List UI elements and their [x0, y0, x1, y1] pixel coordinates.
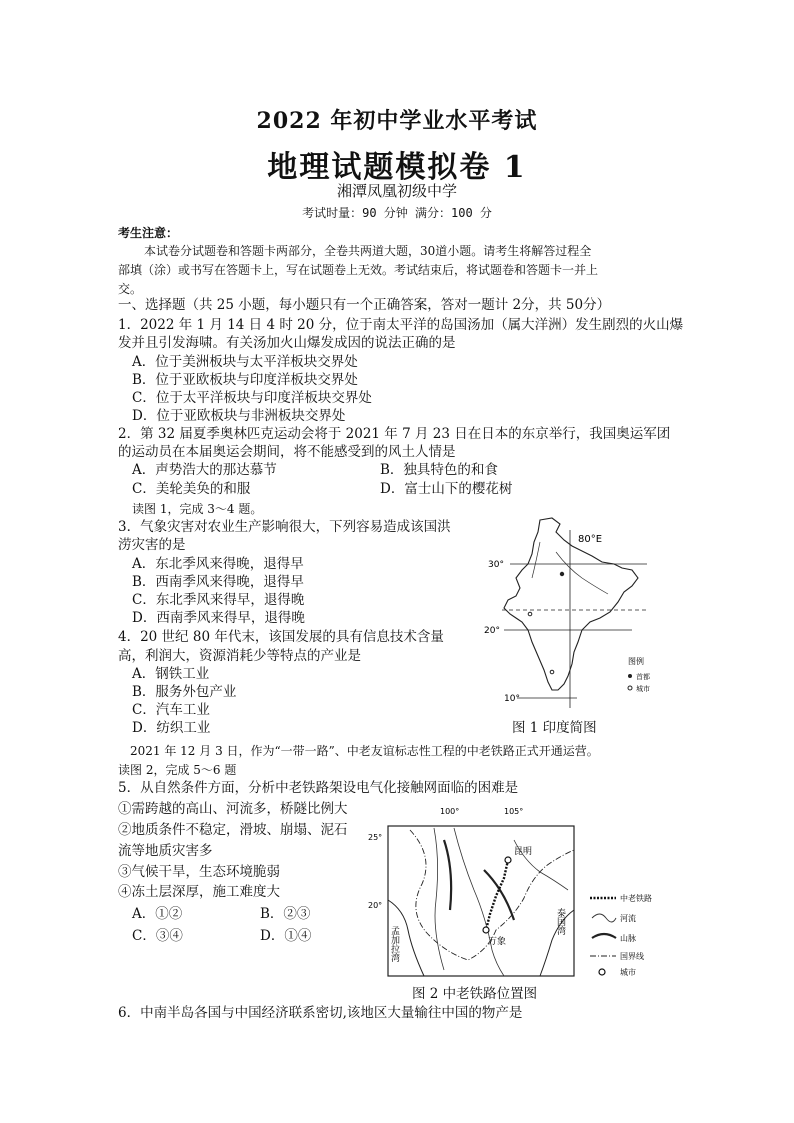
option-b: B．独具特色的和食 — [380, 462, 498, 478]
map-frame — [388, 826, 574, 976]
legend-title: 图例 — [628, 657, 644, 666]
latitude-label: 20° — [484, 626, 500, 636]
section-heading: 一、选择题（共 25 小题，每小题只有一个正确答案，答对一题计 2分，共 50分） — [118, 297, 611, 313]
city-label: 昆明 — [514, 847, 533, 857]
option-a: A．位于美洲板块与太平洋板块交界处 — [132, 354, 358, 370]
latitude-label: 10° — [504, 694, 520, 704]
figure-caption: 图 2 中老铁路位置图 — [412, 986, 538, 1002]
statement-2: ②地质条件不稳定，滑坡、崩塌、泥石 — [118, 822, 348, 838]
india-outline — [504, 518, 638, 690]
latitude-label: 25° — [368, 833, 383, 842]
option-a: A．钢铁工业 — [132, 666, 210, 682]
statement-3: ③气候干旱，生态环境脆弱 — [118, 864, 280, 880]
legend-mountain-icon — [592, 934, 616, 938]
reading-instruction: 读图 1，完成 3～4 题。 — [132, 502, 263, 516]
vientiane-marker — [483, 927, 489, 933]
question-stem: 发并且引发海啸。有关汤加火山爆发成因的说法正确的是 — [118, 335, 456, 351]
exam-info: 考试时量：90 分钟 满分：100 分 — [302, 206, 492, 220]
legend-label: 首都 — [636, 673, 650, 681]
statement-2-cont: 流等地质灾害多 — [118, 843, 213, 859]
option-d: D．西南季风来得早，退得晚 — [132, 610, 305, 626]
passage-line: 2021 年 12 月 3 日，作为“一带一路”、中老友谊标志性工程的中老铁路正式开通运营。 — [130, 744, 599, 758]
option-d: D．位于亚欧板块与非洲板块交界处 — [132, 408, 346, 424]
question-stem: 5．从自然条件方面，分析中老铁路架设电气化接触网面临的困难是 — [118, 780, 519, 796]
city-marker — [528, 612, 532, 616]
railway-map — [364, 800, 674, 982]
school-name: 湘潭凤凰初级中学 — [336, 182, 457, 200]
question-stem: 高，利润大，资源消耗少等特点的产业是 — [118, 648, 361, 664]
statement-1: ①需跨越的高山、河流多，桥隧比例大 — [118, 801, 348, 817]
city-label: 万象 — [488, 937, 507, 947]
bay-label: 孟加拉湾 — [389, 926, 399, 962]
capital-marker — [560, 572, 564, 576]
option-b: B．西南季风来得晚，退得早 — [132, 574, 304, 590]
paper-title: 地理试题模拟卷 1 — [267, 150, 527, 185]
option-a: A．声势浩大的那达慕节 — [132, 462, 277, 478]
city-marker — [550, 670, 554, 674]
option-c: C．③④ — [132, 928, 183, 944]
salween-river — [434, 828, 444, 970]
option-c: C．位于太平洋板块与印度洋板块交界处 — [132, 390, 372, 406]
question-stem: 的运动员在本届奥运会期间，将不能感受到的风土人情是 — [118, 444, 456, 460]
latitude-label: 30° — [488, 560, 504, 570]
latitude-label: 20° — [368, 901, 383, 910]
figure-caption: 图 1 印度简图 — [512, 720, 597, 736]
option-d: D．①④ — [260, 928, 312, 944]
mountain-range — [444, 840, 451, 910]
question-stem: 2．第 32 届夏季奥林匹克运动会将于 2021 年 7 月 23 日在日本的东京举行，我国奥运军团 — [118, 426, 671, 442]
legend-capital-icon — [628, 674, 632, 678]
legend-city-icon — [599, 969, 605, 975]
mountain-range — [484, 870, 514, 920]
india-map — [482, 512, 652, 714]
question-stem: 4．20 世纪 80 年代末，该国发展的具有信息技术含量 — [118, 629, 444, 645]
option-a: A．东北季风来得晚，退得早 — [132, 556, 304, 572]
legend-label: 中老铁路 — [620, 894, 652, 903]
statement-4: ④冻土层深厚，施工难度大 — [118, 884, 280, 900]
legend-label: 河流 — [620, 914, 636, 923]
question-stem: 3．气象灾害对农业生产影响很大，下列容易造成该国洪 — [118, 519, 451, 535]
option-b: B．②③ — [260, 906, 311, 922]
longitude-label: 105° — [504, 807, 524, 816]
legend-label: 城市 — [620, 968, 636, 977]
legend-label: 国界线 — [620, 952, 644, 961]
notice-heading: 考生注意： — [118, 226, 179, 240]
railway-line — [486, 860, 508, 930]
longitude-label: 100° — [440, 807, 460, 816]
option-c: C．东北季风来得早，退得晚 — [132, 592, 305, 608]
legend-river-icon — [592, 914, 616, 922]
question-stem: 6．中南半岛各国与中国经济联系密切,该地区大量输往中国的物产是 — [118, 1005, 523, 1021]
option-c: C．汽车工业 — [132, 702, 210, 718]
legend-label: 山脉 — [620, 934, 636, 943]
question-stem: 1．2022 年 1 月 14 日 4 时 20 分，位于南太平洋的岛国汤加（属大洋洲）发生剧烈的火山爆 — [118, 317, 684, 333]
mekong-river — [454, 828, 507, 976]
option-b: B．位于亚欧板块与印度洋板块交界处 — [132, 372, 358, 388]
option-d: D．富士山下的樱花树 — [380, 481, 513, 497]
option-a: A．①② — [132, 906, 183, 922]
notice-line: 本试卷分试题卷和答题卡两部分，全卷共两道大题，30道小题。请考生将解答过程全 — [144, 244, 592, 258]
legend-city-icon — [628, 686, 632, 690]
option-c: C．美轮美奂的和服 — [132, 481, 251, 497]
legend-label: 城市 — [636, 685, 650, 693]
longitude-label: 80°E — [578, 534, 603, 545]
question-stem: 涝灾害的是 — [118, 537, 186, 553]
notice-line: 交。 — [118, 282, 143, 296]
gulf-label: 泰国湾 — [555, 908, 565, 935]
kunming-marker — [505, 857, 511, 863]
reading-instruction: 读图 2，完成 5～6 题 — [118, 763, 237, 777]
option-d: D．纺织工业 — [132, 720, 211, 736]
option-b: B．服务外包产业 — [132, 684, 237, 700]
notice-line: 部填（涂）或书写在答题卡上，写在试题卷上无效。考试结束后，将试题卷和答题卡一并上 — [118, 263, 599, 277]
exam-heading: 2022 年初中学业水平考试 — [256, 108, 538, 134]
